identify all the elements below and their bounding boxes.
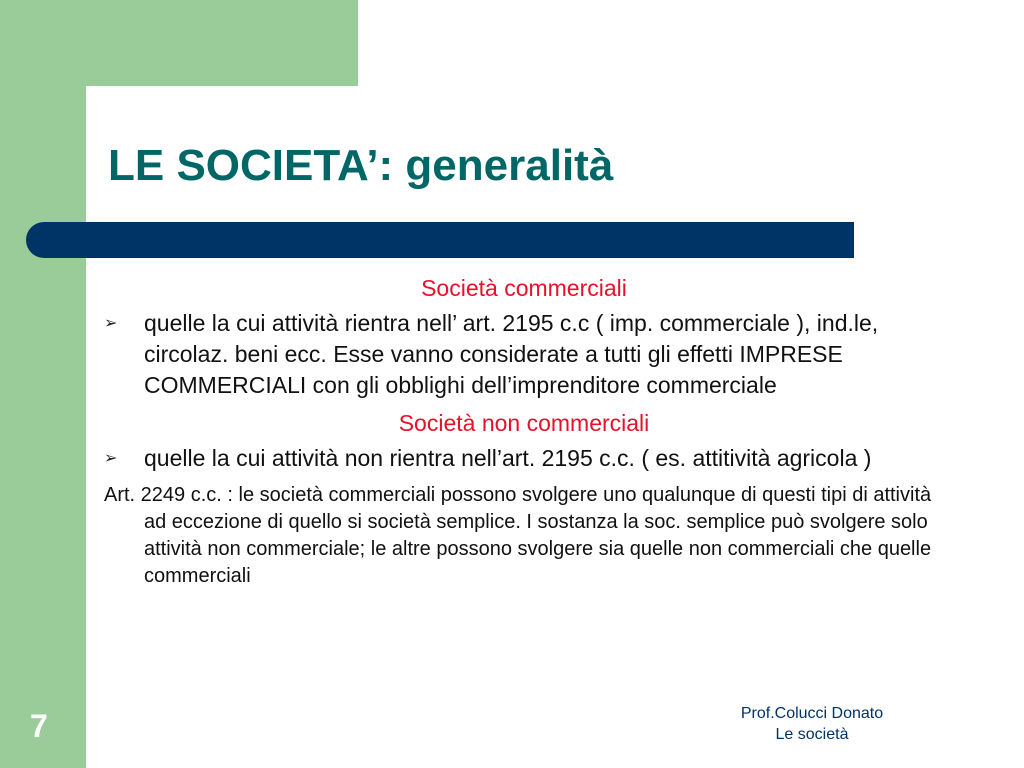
footer-author: Prof.Colucci Donato [740, 705, 884, 722]
bullet-commercial-text: quelle la cui attività rientra nell’ art. 2195 c.c ( imp. commerciale ), ind.le, circolaz. beni ecc. Esse vanno considerate a tutti gli effetti IMPRESE COMMERCIALI con gli obblighi dell’imprenditore commerciale [144, 310, 879, 398]
heading-non-commercial: Società non commerciali [398, 410, 650, 436]
slide-content [104, 272, 944, 590]
footer-topic: Le società [775, 726, 849, 743]
bullet-non-commercial-text: quelle la cui attività non rientra nell’art. 2195 c.c. ( es. attitività agricola ) [144, 445, 872, 471]
slide-title: LE SOCIETA’: generalità [108, 141, 614, 190]
bullet-arrow-icon: ➢ [104, 315, 118, 332]
article-note: Art. 2249 c.c. : le società commerciali possono svolgere uno qualunque di questi tipi di attività ad eccezione di quello si società semplice. I sostanza la soc. semplice può svolgere solo attività non commerciale; le altre possono svolgere sia quelle non commerciali che quelle commerciali [104, 484, 932, 587]
footer [722, 703, 902, 745]
bullet-non-commercial [104, 443, 944, 474]
title-underline-bar [26, 222, 854, 258]
slide-number: 7 [30, 708, 48, 744]
green-left-band [0, 0, 86, 768]
bullet-arrow-icon: ➢ [104, 450, 118, 467]
bullet-commercial [104, 308, 944, 401]
heading-commercial: Società commerciali [421, 275, 627, 301]
